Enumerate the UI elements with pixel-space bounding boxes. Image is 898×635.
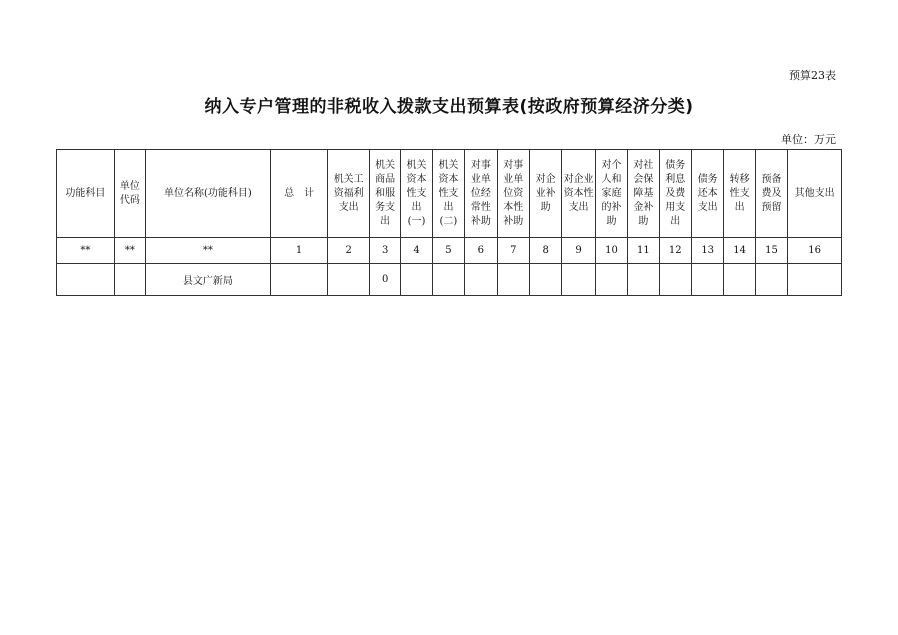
code-cell: 16 (788, 238, 842, 264)
header-cell: 单位 代码 (114, 150, 145, 238)
header-cell: 对企 业补 助 (529, 150, 561, 238)
data-cell (57, 264, 115, 296)
unit-name-cell: 县文广新局 (146, 264, 271, 296)
column-code-row (57, 238, 842, 264)
header-cell: 机关 资本 性支 出 (二) (432, 150, 464, 238)
header-row (57, 150, 842, 238)
budget-table (56, 149, 842, 296)
unit-label: 单位：万元 (781, 133, 836, 146)
header-cell: 机关 资本 性支 出 (一) (401, 150, 432, 238)
code-cell: 6 (465, 238, 497, 264)
data-cell: 0 (369, 264, 400, 296)
code-cell: 13 (691, 238, 723, 264)
code-cell: ** (57, 238, 115, 264)
code-cell: 3 (369, 238, 400, 264)
table-title: 纳入专户管理的非税收入拨款支出预算表(按政府预算经济分类) (204, 97, 694, 117)
header-cell: 债务 还本 支出 (691, 150, 723, 238)
header-cell: 对个 人和 家庭 的补 助 (595, 150, 627, 238)
header-cell: 债务 利息 及费 用支 出 (659, 150, 691, 238)
data-cell (497, 264, 529, 296)
data-cell (401, 264, 432, 296)
form-number: 预算23表 (789, 69, 836, 82)
code-cell: 11 (628, 238, 659, 264)
data-cell (691, 264, 723, 296)
header-cell: 功能科目 (57, 150, 115, 238)
header-cell: 转移 性支 出 (724, 150, 755, 238)
header-cell: 对事 业单 位经 常性 补助 (465, 150, 497, 238)
header-cell: 其他支出 (788, 150, 842, 238)
code-cell: 5 (432, 238, 464, 264)
table-row (57, 264, 842, 296)
code-cell: ** (114, 238, 145, 264)
data-cell (628, 264, 659, 296)
data-cell (659, 264, 691, 296)
data-cell (465, 264, 497, 296)
code-cell: 8 (529, 238, 561, 264)
code-cell: 9 (562, 238, 595, 264)
data-cell (432, 264, 464, 296)
data-cell (595, 264, 627, 296)
code-cell: 14 (724, 238, 755, 264)
header-cell: 预备 费及 预留 (755, 150, 787, 238)
header-cell: 对社 会保 障基 金补 助 (628, 150, 659, 238)
header-cell: 总 计 (270, 150, 328, 238)
code-cell: 7 (497, 238, 529, 264)
code-cell: 2 (328, 238, 370, 264)
code-cell: 12 (659, 238, 691, 264)
code-cell: 10 (595, 238, 627, 264)
data-cell (755, 264, 787, 296)
header-cell: 机关 商品 和服 务支 出 (369, 150, 400, 238)
data-cell (114, 264, 145, 296)
header-cell: 对企业 资本性 支出 (562, 150, 595, 238)
code-cell: 1 (270, 238, 328, 264)
code-cell: ** (146, 238, 271, 264)
code-cell: 15 (755, 238, 787, 264)
header-cell: 对事 业单 位资 本性 补助 (497, 150, 529, 238)
data-cell (562, 264, 595, 296)
data-cell (270, 264, 328, 296)
header-cell: 机关工 资福利 支出 (328, 150, 370, 238)
code-cell: 4 (401, 238, 432, 264)
data-cell (788, 264, 842, 296)
data-cell (328, 264, 370, 296)
data-cell (724, 264, 755, 296)
header-cell: 单位名称(功能科目) (146, 150, 271, 238)
data-cell (529, 264, 561, 296)
